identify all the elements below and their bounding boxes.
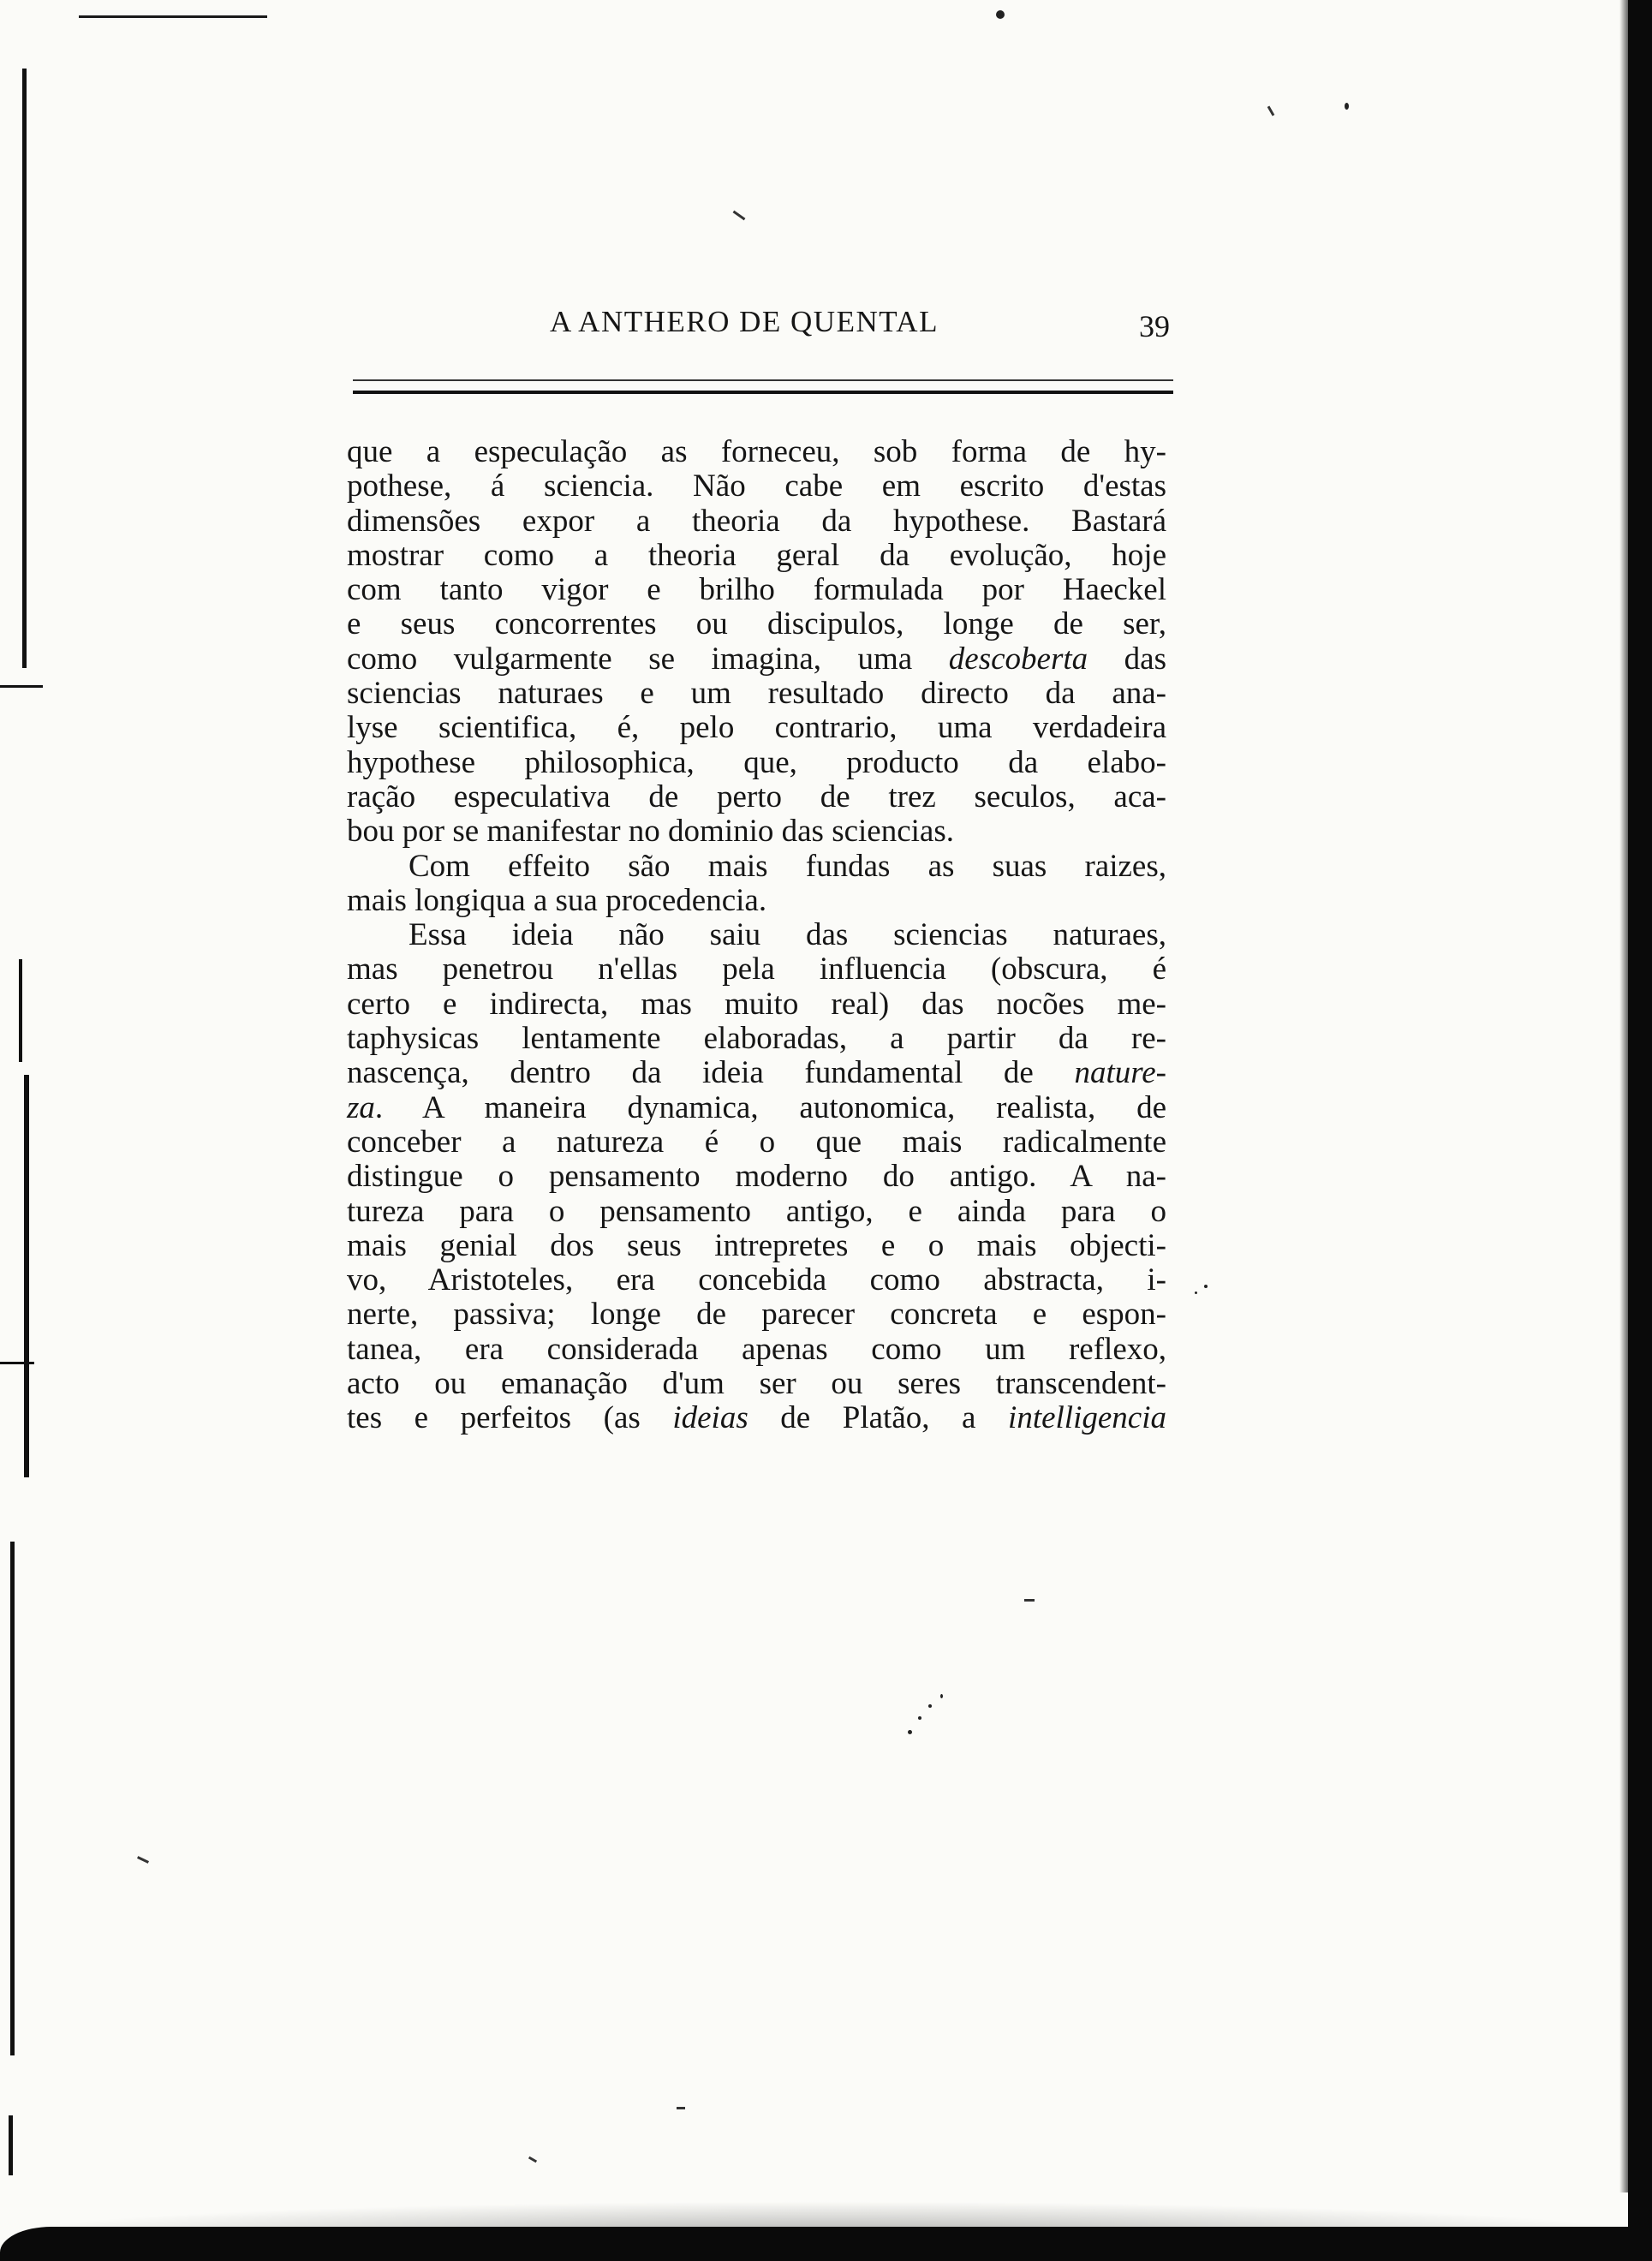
italic-text: intelligencia [1008,1400,1166,1436]
text-segment: mostrar como a theoria geral da evolução, hoje [347,537,1166,573]
running-title: A ANTHERO DE QUENTAL [550,305,939,338]
body-text [347,435,1166,1436]
text-segment: tanea, era considerada apenas como um reflexo, [347,1331,1166,1367]
scan-speck [908,1730,912,1734]
text-segment: com tanto vigor e brilho formulada por Haeckel [347,572,1166,608]
scan-speck [940,1694,943,1698]
text-line [347,1160,1166,1194]
text-segment: mais genial dos seus intrepretes e o mais objecti- [347,1227,1166,1263]
text-line [347,850,1166,884]
text-line [347,504,1166,539]
text-segment: Com effeito são mais fundas as suas raizes, [409,848,1166,884]
text-line [347,780,1166,814]
text-line [347,1056,1166,1090]
scan-speck [928,1704,932,1708]
text-line [347,1229,1166,1263]
scan-speck [1204,1285,1208,1288]
text-line [347,1125,1166,1160]
text-segment: nerte, passiva; longe de parecer concreta e espon- [347,1297,1166,1333]
text-segment: bou por se manifestar no dominio das sciencias. [347,814,954,850]
scan-speck [1345,103,1349,110]
text-segment: das [1088,641,1166,677]
scan-mark [137,1856,149,1864]
binding-tick [0,685,43,688]
text-segment: pothese, á sciencia. Não cabe em escrito d'estas [347,468,1166,504]
text-line [347,469,1166,504]
text-segment: nascença, dentro da ideia fundamental de [347,1055,1075,1091]
text-line [347,918,1166,952]
running-header [351,305,1208,348]
text-line [347,711,1166,745]
text-segment: mais longiqua a sua procedencia. [347,882,767,918]
header-rule-thin [353,379,1173,381]
text-segment: mas penetrou n'ellas pela influencia (obscura, é [347,952,1166,987]
text-line [347,573,1166,607]
page-number: 39 [1139,309,1170,343]
text-line [347,1263,1166,1298]
text-segment: vo, Aristoteles, era concebida como abstracta, i- [347,1262,1166,1298]
text-segment: tureza para o pensamento antigo, e ainda para o [347,1193,1166,1229]
text-line [347,884,1166,918]
text-segment: tes e perfeitos (as [347,1400,673,1436]
text-segment: como vulgarmente se imagina, uma [347,641,949,677]
text-segment: certo e indirecta, mas muito real) das nocões me- [347,986,1166,1022]
scan-mark [733,211,746,221]
text-segment: distingue o pensamento moderno do antigo. A na- [347,1159,1166,1195]
binding-edge-line [9,2115,13,2175]
text-segment: lyse scientifica, é, pelo contrario, uma verdadeira [347,710,1166,746]
binding-tick [0,1362,34,1364]
text-line [347,1022,1166,1056]
text-segment: Essa ideia não saiu das sciencias naturaes, [409,917,1166,953]
text-line [347,1367,1166,1401]
text-line [347,1195,1166,1229]
italic-text: nature- [1074,1055,1166,1091]
text-line [347,1298,1166,1332]
text-line [347,607,1166,641]
scan-mark [1267,106,1275,116]
scan-artifact-top-rule [79,15,267,18]
binding-edge-line [22,69,27,668]
scan-edge-bottom [0,2227,1652,2261]
text-segment: conceber a natureza é o que mais radicalmente [347,1124,1166,1160]
header-rule-thick [353,391,1173,394]
text-line [347,814,1166,849]
scan-speck [918,1716,921,1720]
italic-text: ideias [672,1400,748,1436]
scan-mark [677,2107,685,2109]
text-line [347,1333,1166,1367]
text-segment: hypothese philosophica, que, producto da elabo- [347,744,1166,780]
text-line [347,1091,1166,1125]
text-line [347,435,1166,469]
text-segment: de Platão, a [748,1400,1009,1436]
text-segment: . A maneira dynamica, autonomica, realista, de [374,1089,1166,1125]
binding-edge-line [24,1075,29,1477]
text-segment: sciencias naturaes e um resultado directo da ana- [347,676,1166,712]
scan-edge-right [1628,0,1652,2261]
text-line [347,539,1166,573]
text-line [347,987,1166,1022]
binding-edge-line [19,959,22,1062]
scan-mark [528,2157,537,2163]
text-segment: que a especulação as forneceu, sob forma de hy- [347,434,1166,469]
text-line [347,746,1166,780]
text-segment: e seus concorrentes ou discipulos, longe de ser, [347,606,1166,642]
italic-text: za [347,1089,375,1125]
italic-text: descoberta [948,641,1088,677]
scan-speck [996,10,1005,19]
scan-speck [1195,1292,1197,1294]
text-line [347,952,1166,987]
text-line [347,677,1166,711]
text-segment: dimensões expor a theoria da hypothese. Bastará [347,503,1166,539]
text-line [347,642,1166,677]
text-segment: taphysicas lentamente elaboradas, a partir da re- [347,1021,1166,1057]
text-segment: ração especulativa de perto de trez seculos, aca- [347,779,1166,814]
text-segment: acto ou emanação d'um ser ou seres transcendent- [347,1366,1166,1402]
binding-edge-line [10,1542,15,2055]
scan-mark [1024,1599,1035,1602]
text-line [347,1401,1166,1435]
